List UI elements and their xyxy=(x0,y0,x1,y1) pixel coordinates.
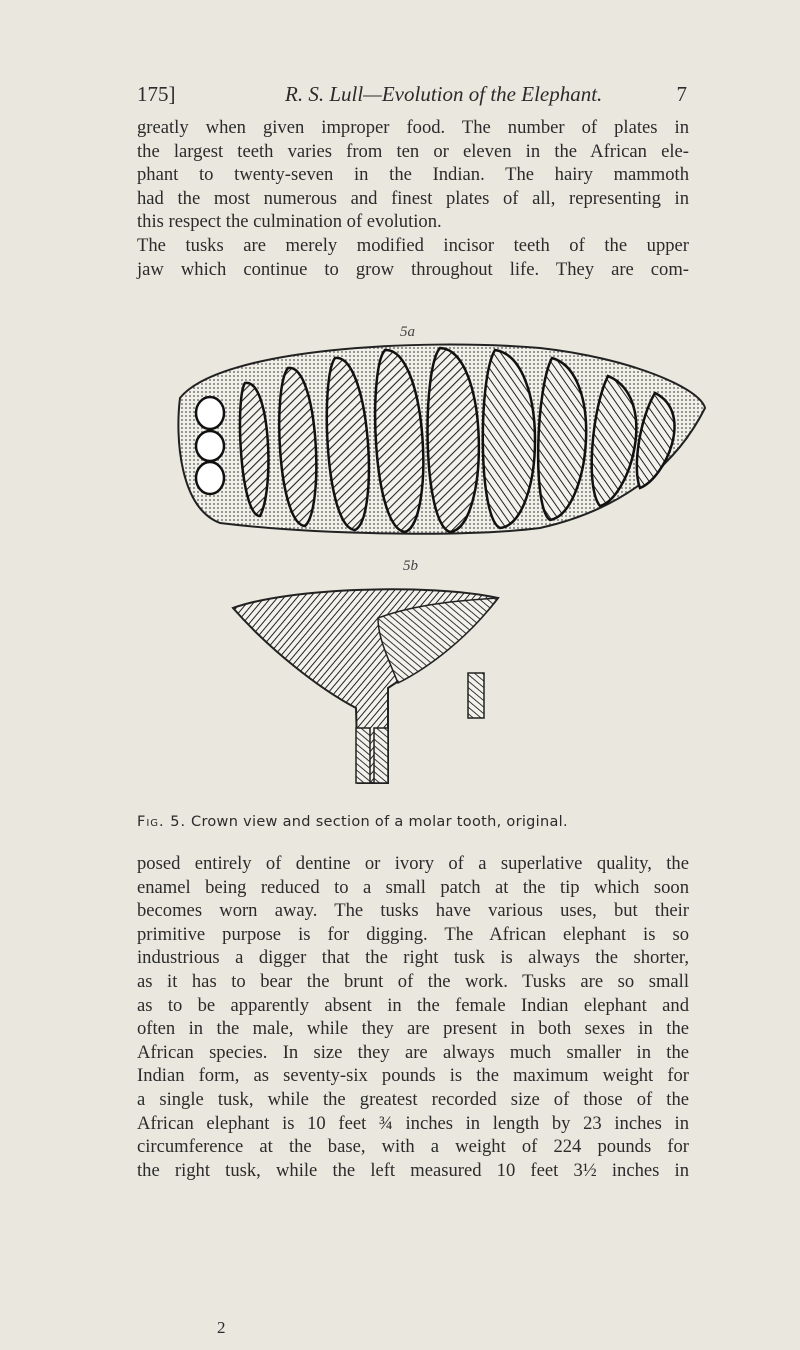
text-line: African species. In size they are always much smaller in the xyxy=(137,1041,689,1063)
running-head-title: R. S. Lull—Evolution of the Elephant. xyxy=(285,82,603,106)
text-line: circumference at the base, with a weight of 224 pounds for xyxy=(137,1136,689,1158)
text-line: enamel being reduced to a small patch at the tip which soon xyxy=(137,876,689,898)
enamel-loop xyxy=(196,462,224,494)
running-head xyxy=(137,82,687,110)
text-line: often in the male, while they are present in both sexes in the xyxy=(137,1018,689,1040)
figure-label-5a: 5a xyxy=(400,324,415,340)
text-line: Indian form, as seventy-six pounds is the maximum weight for xyxy=(137,1065,689,1087)
text-line: the right tusk, while the left measured 10 feet 3½ inches in xyxy=(137,1159,689,1181)
running-head-number: 7 xyxy=(676,82,687,106)
figure-label-5b: 5b xyxy=(403,558,418,574)
text-line: as to be apparently absent in the female Indian elephant and xyxy=(137,994,689,1016)
text-line: primitive purpose is for digging. The African elephant is so xyxy=(137,923,689,945)
side-root xyxy=(468,673,484,718)
text-line: this respect the culmination of evolution. xyxy=(137,211,442,233)
molar-crown-illustration xyxy=(160,338,720,538)
figure-number: Fig. 5. xyxy=(137,814,187,830)
text-line: greatly when given improper food. The number of plates in xyxy=(137,117,689,138)
text-line: African elephant is 10 feet ¾ inches in length by 23 inches in xyxy=(137,1112,689,1134)
enamel-loop xyxy=(196,397,224,429)
root-left xyxy=(356,728,370,783)
paragraph-1 xyxy=(137,116,689,281)
paragraph-2 xyxy=(137,852,689,1182)
running-head-page: 175] xyxy=(137,82,176,106)
enamel-loop xyxy=(196,431,224,461)
text-line: industrious a digger that the right tusk is always the shorter, xyxy=(137,947,689,969)
signature-mark: 2 xyxy=(217,1318,226,1337)
text-line: posed entirely of dentine or ivory of a superlative quality, the xyxy=(137,853,689,874)
text-line: becomes worn away. The tusks have various uses, but their xyxy=(137,900,689,922)
text-line: a single tusk, while the greatest recorded size of those of the xyxy=(137,1088,689,1110)
text-line: as it has to bear the brunt of the work. Tusks are so small xyxy=(137,970,689,992)
text-line: had the most numerous and finest plates of all, representing in xyxy=(137,187,689,209)
text-line: phant to twenty-seven in the Indian. The hairy mammoth xyxy=(137,164,689,186)
figure-caption xyxy=(137,814,697,830)
root-right xyxy=(374,728,388,783)
molar-section-illustration xyxy=(228,578,528,788)
text-line: jaw which continue to grow throughout life. They are com- xyxy=(137,258,689,280)
text-line: the largest teeth varies from ten or eleven in the African ele- xyxy=(137,140,689,162)
figure-caption-text: Crown view and section of a molar tooth, original. xyxy=(191,814,568,830)
text-line: The tusks are merely modified incisor teeth of the upper xyxy=(137,234,689,256)
